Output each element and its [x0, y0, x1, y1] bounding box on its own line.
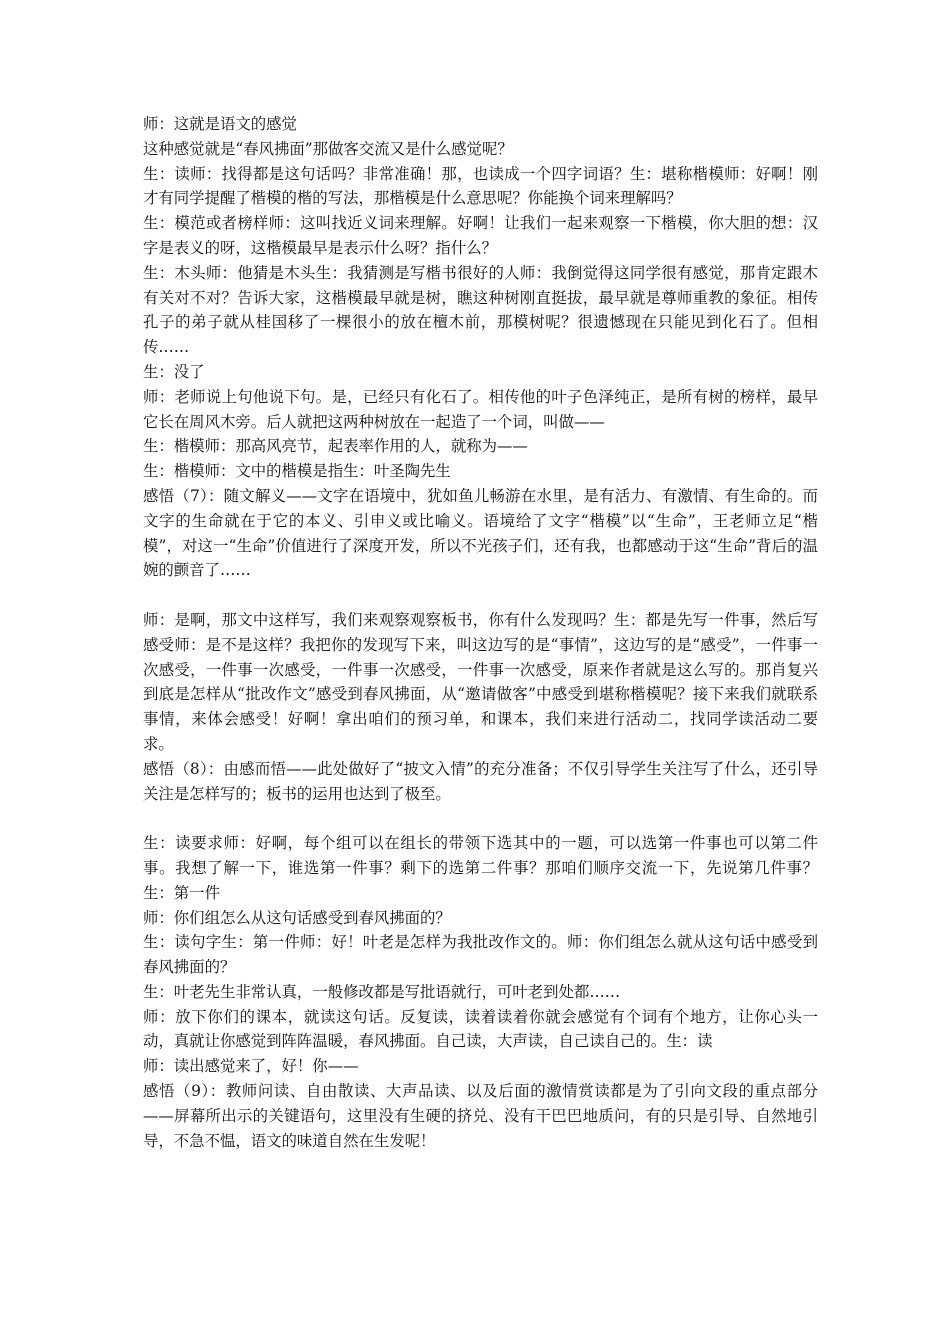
paragraph-7: 师：老师说上句他说下句。是，已经只有化石了。相传他的叶子色泽纯正，是所有树的榜样，最早它长在周风木旁。后人就把这两种树放在一起造了一个词，叫做—— [143, 387, 818, 431]
paragraph-17: 师：放下你们的课本，就读这句话。反复读，读着读着你就会感觉有个词有个地方，让你心头一动，真就让你感觉到阵阵温暖，春风拂面。自己读，大声读，自己读自己的。生：读 [143, 1007, 818, 1051]
reflection-9: 感悟（9）：教师问读、自由散读、大声品读、以及后面的激情赏读都是为了引向文段的重点部分——屏幕所出示的关键语句，这里没有生硬的挤兑、没有干巴巴地质问，有的只是引导、自然地引导，不急不愠，语文的味道自然在生发呢！ [143, 1082, 818, 1150]
paragraph-18: 师：读出感觉来了，好！你—— [143, 1057, 359, 1076]
paragraph-11: 师：是啊，那文中这样写，我们来观察观察板书，你有什么发现吗？生：都是先写一件事，然后写感受师：是不是这样？我把你的发现写下来，叫这边写的是“事情”，这边写的是“感受”，一件事一次感受，一件事一次感受，一件事一次感受，一件事一次感受，原来作者就是这么写的。那肖复兴到底是怎样从“批改作文”感受到春风拂面，从“邀请做客”中感受到堪称楷模呢？接下来我们就联系事情，来体会感受！好啊！拿出咱们的预习单，和课本，我们来进行活动二，找同学读活动二要求。 [143, 610, 818, 753]
paragraph-3: 生：读师：找得都是这句话吗？非常准确！那，也读成一个四字词语？生：堪称楷模师：好啊！刚才有同学提醒了楷模的楷的写法，那楷模是什么意思呢？你能换个词来理解吗？ [143, 164, 818, 208]
paragraph-1: 师：这就是语文的感觉 [143, 115, 297, 133]
reflection-7: 感悟（7）：随文解义——文字在语境中，犹如鱼儿畅游在水里，是有活力、有激情、有生命的。而文字的生命就在于它的本义、引申义或比喻义。语境给了文字“楷模”以“生命”，王老师立足“楷模”，对这一“生命”价值进行了深度开发，所以不光孩子们，还有我，也都感动于这“生命”背后的温婉的颤音了…… [143, 486, 818, 580]
blank-line [143, 583, 818, 608]
paragraph-2: 这种感觉就是“春风拂面”那做客交流又是什么感觉呢？ [143, 139, 513, 158]
blank-line [143, 806, 818, 831]
paragraph-13: 生：读要求师：好啊，每个组可以在组长的带领下选其中的一题，可以选第一件事也可以第二件事。我想了解一下，谁选第一件事？剩下的选第二件事？那咱们顺序交流一下，先说第几件事？生：第一件 [143, 834, 818, 902]
paragraph-16: 生：叶老先生非常认真，一般修改都是写批语就行，可叶老到处都…… [143, 982, 621, 1001]
paragraph-4: 生：模范或者榜样师：这叫找近义词来理解。好啊！让我们一起来观察一下楷模，你大胆的想：汉字是表义的呀，这楷模最早是表示什么呀？指什么？ [143, 214, 818, 257]
paragraph-8: 生：楷模师：那高风亮节，起表率作用的人，就称为—— [143, 437, 528, 456]
paragraph-9: 生：楷模师：文中的楷模是指生：叶圣陶先生 [143, 462, 451, 481]
document-body [143, 112, 818, 1153]
paragraph-14: 师：你们组怎么从这句话感受到春风拂面的？ [143, 908, 451, 927]
paragraph-15: 生：读句字生：第一件师：好！叶老是怎样为我批改作文的。师：你们组怎么就从这句话中感受到春风拂面的？ [143, 933, 818, 977]
paragraph-6: 生：没了 [143, 362, 205, 381]
reflection-8: 感悟（8）：由感而悟——此处做好了“披文入情”的充分准备；不仅引导学生关注写了什么，还引导关注是怎样写的；板书的运用也达到了极至。 [143, 759, 818, 803]
paragraph-5: 生：木头师：他猜是木头生：我猜测是写楷书很好的人师：我倒觉得这同学很有感觉，那肯定跟木有关对不对？告诉大家，这楷模最早就是树，瞧这种树刚直挺拔，最早就是尊师重教的象征。相传孔子的弟子就从桂国移了一棵很小的放在檀木前，那模树呢？很遗憾现在只能见到化石了。但相传…… [143, 263, 818, 357]
